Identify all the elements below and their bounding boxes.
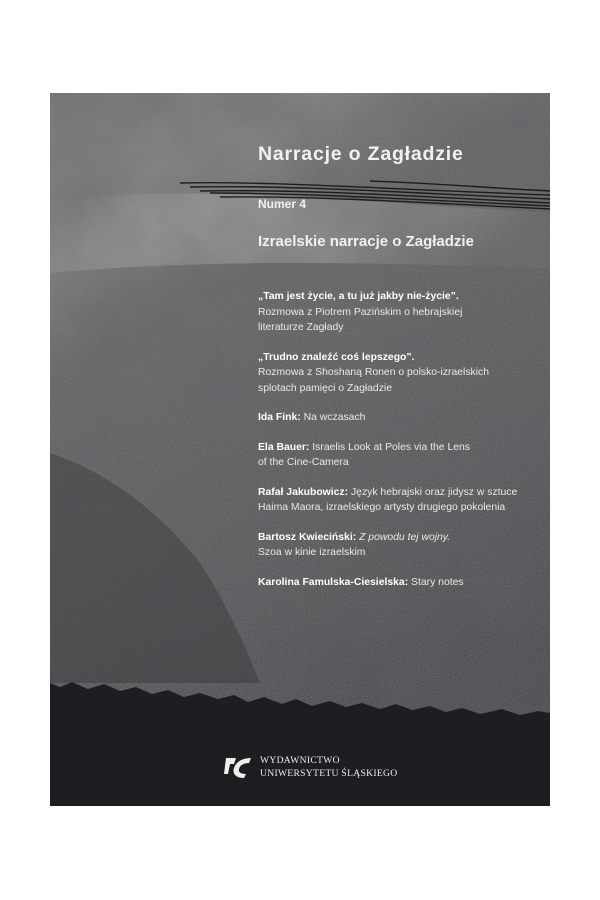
toc-item: [258, 575, 538, 591]
toc-title-italic: Z powodu tej wojny.: [359, 531, 451, 543]
publisher-logo-icon: [224, 754, 252, 780]
toc-subtitle: Rozmowa z Shoshaną Ronen o polsko-izraelskich: [258, 367, 490, 378]
toc-item: [258, 530, 538, 561]
toc-author: Bartosz Kwieciński:: [258, 531, 357, 543]
series-title: Narracje o Zagładzie: [258, 143, 464, 165]
toc-title-continued: Haima Maora, izraelskiego artysty drugiego pokolenia: [258, 502, 506, 513]
toc-author: Rafał Jakubowicz:: [258, 486, 349, 498]
toc-subtitle: Rozmowa z Piotrem Pazińskim o hebrajskiej: [258, 306, 463, 318]
toc-author: Ida Fink:: [258, 412, 301, 423]
issue-number: Numer 4: [258, 197, 307, 211]
toc-subtitle: literaturze Zagłady: [258, 322, 344, 333]
toc-item: [258, 410, 538, 426]
toc-subtitle: splotach pamięci o Zagładzie: [258, 382, 392, 394]
toc-item: [258, 350, 538, 397]
toc-title: „Tam jest życie, a tu już jakby nie-życie”.: [258, 291, 459, 302]
toc-item: [258, 440, 538, 471]
toc-title-continued: Szoa w kinie izraelskim: [258, 547, 366, 558]
toc-author: Karolina Famulska-Ciesielska:: [258, 576, 409, 588]
publisher-imprint: [224, 747, 397, 787]
toc-title-continued: of the Cine-Camera: [258, 457, 349, 468]
publisher-line-1: WYDAWNICTWO: [260, 755, 340, 766]
publisher-line-2: UNIWERSYTETU ŚLĄSKIEGO: [260, 768, 398, 779]
publisher-name: [260, 754, 397, 780]
toc-title: Stary notes: [411, 576, 464, 588]
toc-title: Język hebrajski oraz jidysz w sztuce: [350, 486, 518, 498]
toc-title: Na wczasach: [303, 412, 366, 423]
toc-item: [258, 289, 538, 336]
book-cover: [50, 93, 550, 806]
toc-title: Israelis Look at Poles via the Lens: [312, 441, 470, 453]
toc-item: [258, 485, 538, 516]
toc-author: Ela Bauer:: [258, 441, 310, 453]
toc-title: „Trudno znaleźć coś lepszego”.: [258, 351, 415, 363]
issue-theme: Izraelskie narracje o Zagładzie: [258, 233, 474, 250]
table-of-contents: [258, 289, 538, 604]
